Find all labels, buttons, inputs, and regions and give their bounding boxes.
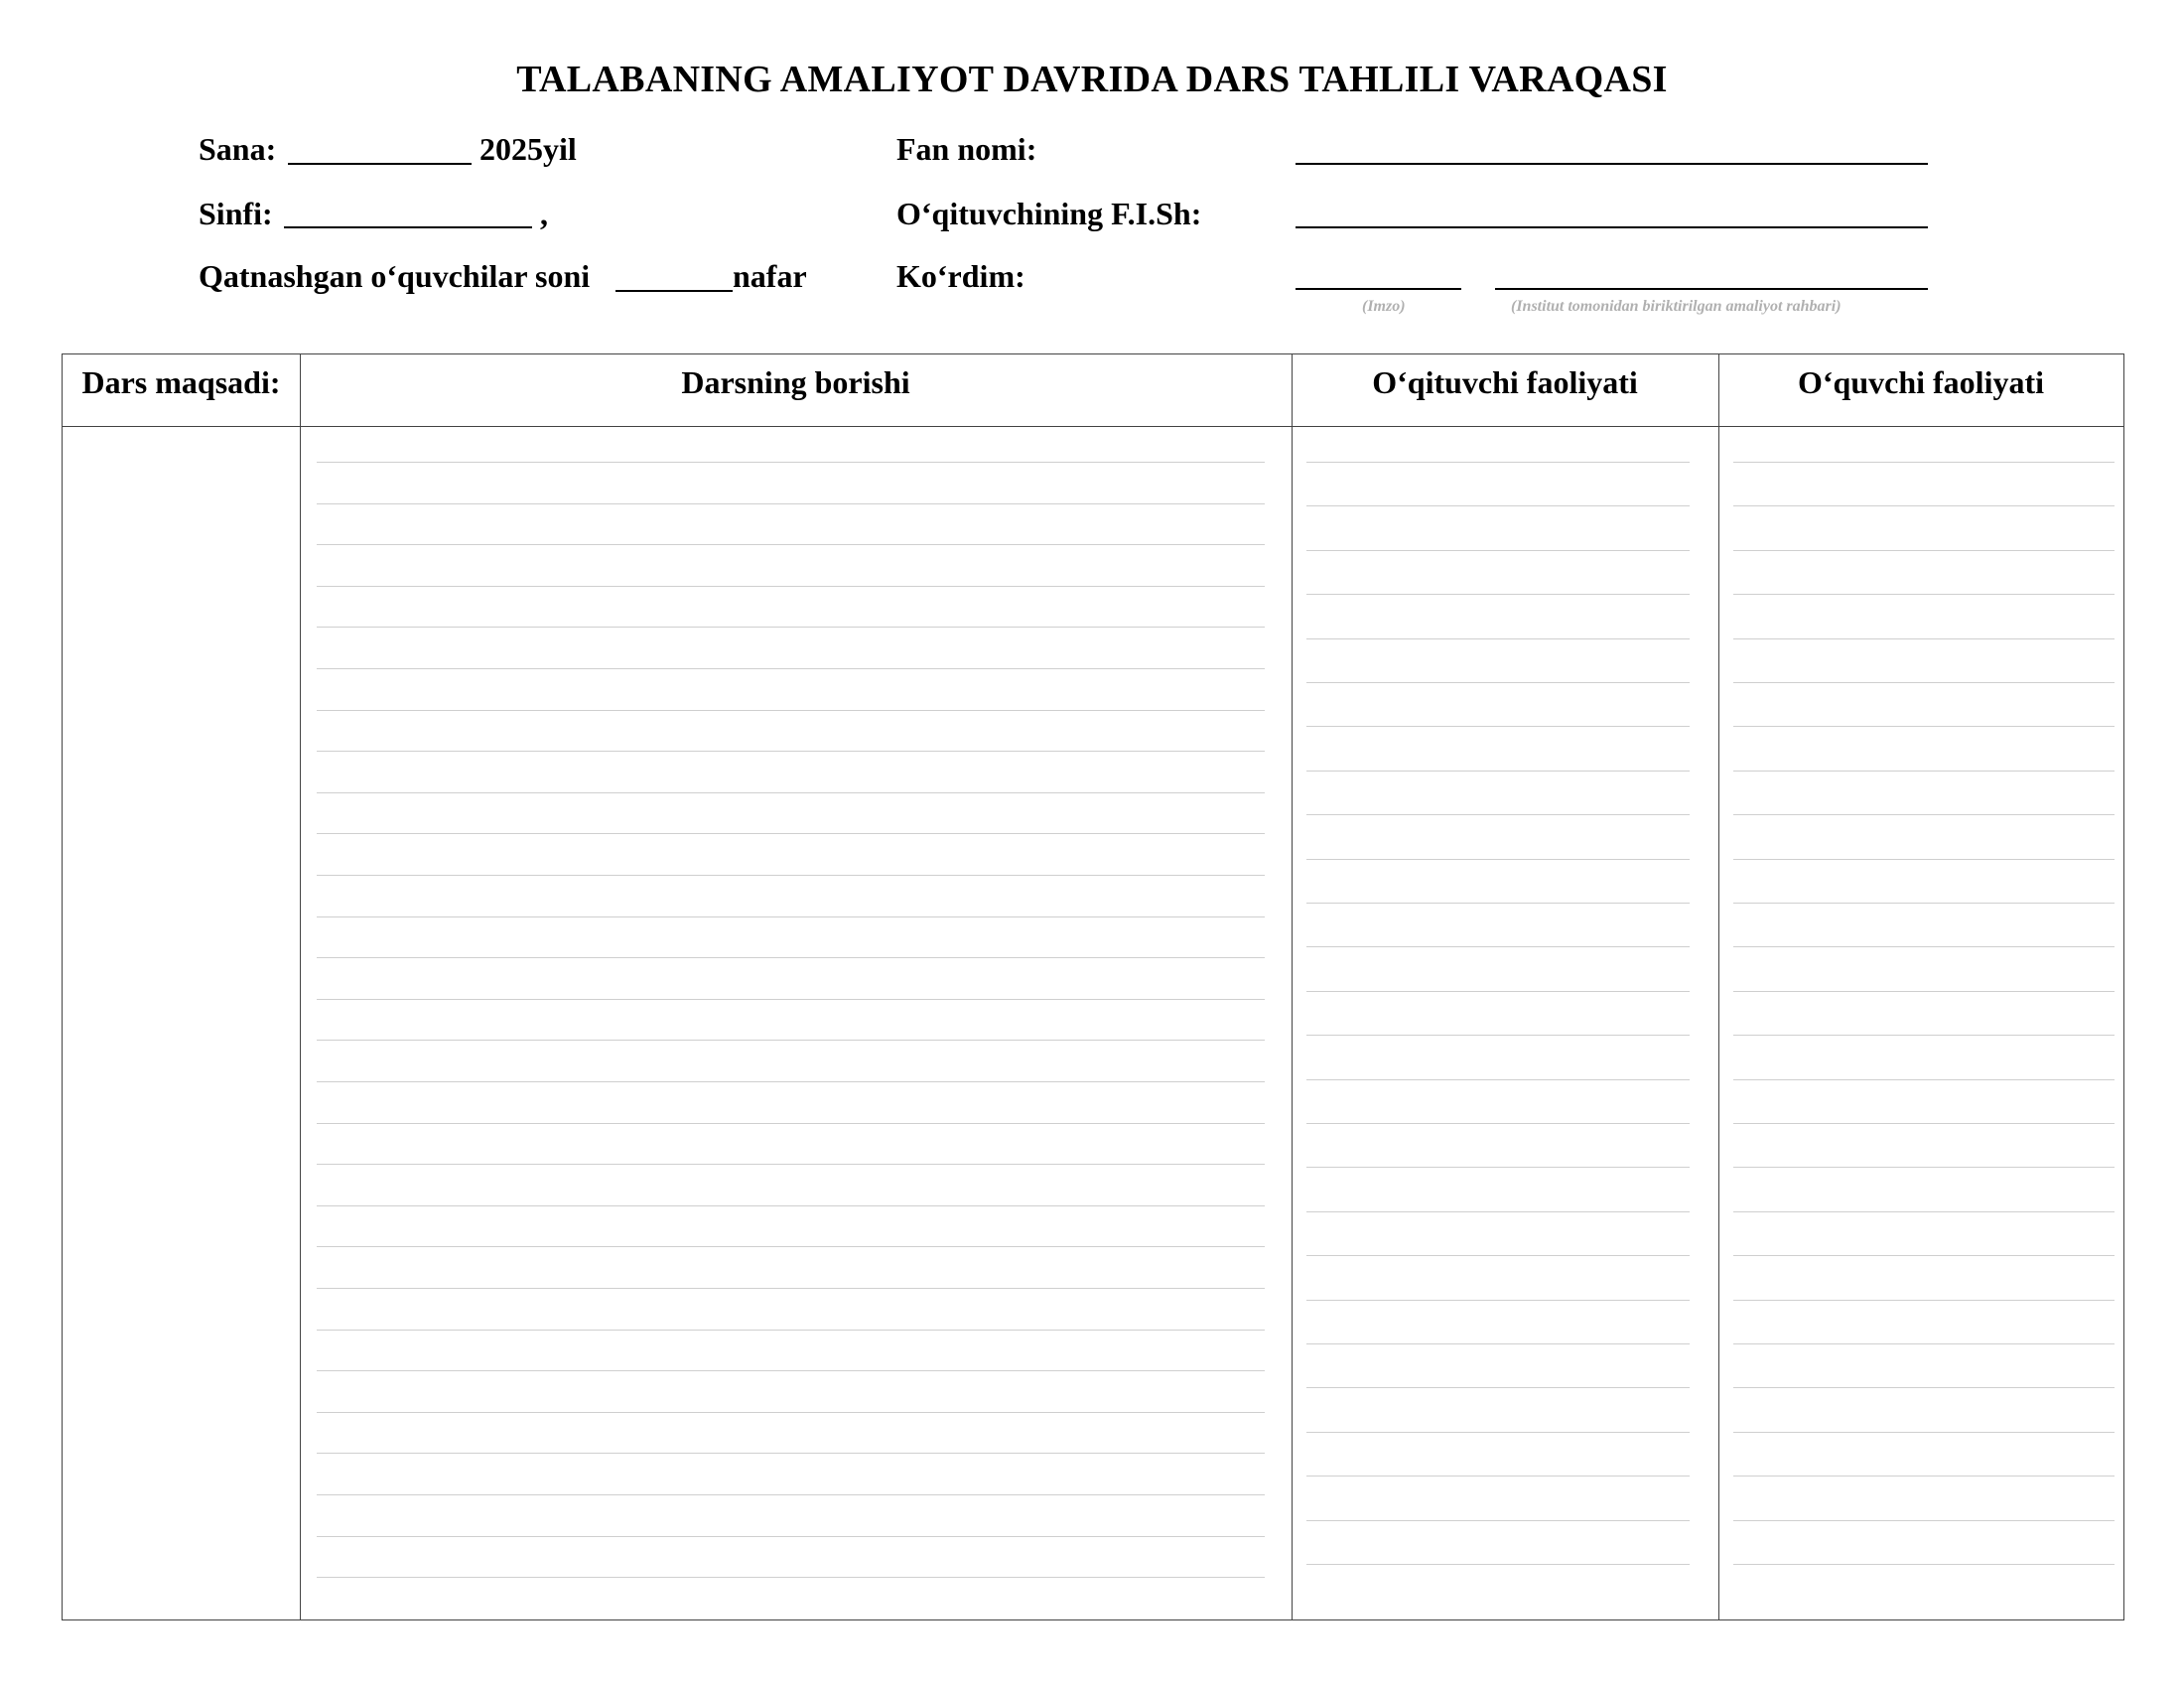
column-header-oqituvchi-faoliyati: O‘qituvchi faoliyati — [1372, 364, 1638, 400]
writing-line — [317, 1453, 1265, 1454]
column-header-oquvchi-faoliyati: O‘quvchi faoliyati — [1797, 364, 2044, 400]
writing-line — [1306, 1300, 1690, 1301]
writing-line — [317, 1081, 1265, 1082]
writing-line — [1306, 682, 1690, 683]
writing-line — [317, 1370, 1265, 1371]
writing-line — [1733, 462, 2115, 463]
writing-line — [1306, 1476, 1690, 1477]
writing-line — [1733, 505, 2115, 506]
writing-line — [1306, 726, 1690, 727]
writing-line — [1733, 859, 2115, 860]
sana-label: Sana: — [199, 131, 277, 167]
sinfi-comma: , — [540, 196, 548, 231]
writing-line — [1733, 682, 2115, 683]
writing-line — [317, 1123, 1265, 1124]
imzo-caption: (Imzo) — [1362, 298, 1406, 315]
writing-line — [317, 999, 1265, 1000]
imzo-field[interactable] — [1296, 288, 1461, 290]
rahbar-caption: (Institut tomonidan biriktirilgan amaliyot rahbari) — [1511, 298, 1842, 315]
writing-line — [317, 503, 1265, 504]
writing-line — [1306, 1167, 1690, 1168]
oqituvchi-fish-field[interactable] — [1296, 226, 1928, 228]
writing-line — [1733, 771, 2115, 772]
writing-line — [1733, 1300, 2115, 1301]
writing-line — [1306, 859, 1690, 860]
writing-line — [317, 544, 1265, 545]
writing-line — [317, 916, 1265, 917]
writing-line — [1306, 1255, 1690, 1256]
writing-line — [1733, 814, 2115, 815]
writing-line — [1733, 1387, 2115, 1388]
qatnashgan-label: Qatnashgan o‘quvchilar soni — [199, 258, 591, 294]
writing-line — [1306, 1343, 1690, 1344]
writing-line — [317, 1164, 1265, 1165]
sana-year-suffix: 2025yil — [479, 131, 577, 167]
oqituvchi-faoliyati-area[interactable] — [1293, 428, 1717, 1619]
darsning-borishi-area[interactable] — [301, 428, 1291, 1619]
dars-maqsadi-area[interactable] — [63, 428, 299, 1619]
writing-line — [1733, 594, 2115, 595]
writing-line — [1733, 1123, 2115, 1124]
writing-line — [317, 627, 1265, 628]
writing-line — [317, 1494, 1265, 1495]
writing-line — [317, 1246, 1265, 1247]
writing-line — [317, 710, 1265, 711]
writing-line — [1733, 903, 2115, 904]
writing-line — [317, 1577, 1265, 1578]
writing-line — [1306, 1079, 1690, 1080]
qatnashgan-suffix: nafar — [733, 258, 807, 294]
writing-line — [1733, 1211, 2115, 1212]
writing-line — [1733, 638, 2115, 639]
writing-line — [317, 1040, 1265, 1041]
writing-line — [317, 586, 1265, 587]
writing-line — [1306, 1211, 1690, 1212]
writing-line — [1306, 1387, 1690, 1388]
oqituvchi-fish-label: O‘qituvchining F.I.Sh: — [896, 196, 1202, 231]
fan-nomi-field[interactable] — [1296, 163, 1928, 165]
writing-line — [317, 1536, 1265, 1537]
writing-line — [1306, 1035, 1690, 1036]
writing-line — [1733, 1167, 2115, 1168]
header-divider — [63, 426, 2123, 427]
writing-line — [1306, 903, 1690, 904]
writing-line — [1733, 1343, 2115, 1344]
writing-line — [1733, 1564, 2115, 1565]
writing-line — [317, 833, 1265, 834]
writing-line — [1306, 505, 1690, 506]
writing-line — [317, 1288, 1265, 1289]
writing-line — [317, 957, 1265, 958]
writing-line — [317, 668, 1265, 669]
column-header-darsning-borishi: Darsning borishi — [681, 364, 910, 400]
writing-line — [317, 1412, 1265, 1413]
writing-line — [1733, 1432, 2115, 1433]
sinfi-label: Sinfi: — [199, 196, 273, 231]
column-header-dars-maqsadi: Dars maqsadi: — [81, 364, 281, 400]
writing-line — [1306, 1432, 1690, 1433]
writing-line — [317, 751, 1265, 752]
analysis-table — [62, 353, 2124, 1620]
fan-nomi-label: Fan nomi: — [896, 131, 1037, 167]
writing-line — [317, 1330, 1265, 1331]
writing-line — [1306, 462, 1690, 463]
page-title: TALABANING AMALIYOT DAVRIDA DARS TAHLILI VARAQASI — [516, 59, 1668, 100]
qatnashgan-count-field[interactable] — [615, 290, 733, 292]
writing-line — [1306, 991, 1690, 992]
writing-line — [317, 1205, 1265, 1206]
writing-line — [1306, 638, 1690, 639]
writing-line — [1733, 1520, 2115, 1521]
writing-line — [1306, 1520, 1690, 1521]
sana-field[interactable] — [288, 163, 472, 165]
writing-line — [1733, 550, 2115, 551]
writing-line — [1733, 946, 2115, 947]
writing-line — [1306, 1564, 1690, 1565]
oquvchi-faoliyati-area[interactable] — [1719, 428, 2123, 1619]
writing-line — [1306, 1123, 1690, 1124]
writing-line — [1733, 1476, 2115, 1477]
writing-line — [1306, 814, 1690, 815]
writing-line — [1733, 991, 2115, 992]
rahbar-field[interactable] — [1495, 288, 1928, 290]
kordim-label: Ko‘rdim: — [896, 258, 1025, 294]
writing-line — [1733, 726, 2115, 727]
writing-line — [317, 462, 1265, 463]
writing-line — [317, 875, 1265, 876]
writing-line — [1306, 594, 1690, 595]
sinfi-field[interactable] — [284, 226, 532, 228]
writing-line — [1733, 1079, 2115, 1080]
writing-line — [1306, 946, 1690, 947]
writing-line — [1733, 1255, 2115, 1256]
writing-line — [1306, 771, 1690, 772]
writing-line — [317, 792, 1265, 793]
writing-line — [1306, 550, 1690, 551]
writing-line — [1733, 1035, 2115, 1036]
